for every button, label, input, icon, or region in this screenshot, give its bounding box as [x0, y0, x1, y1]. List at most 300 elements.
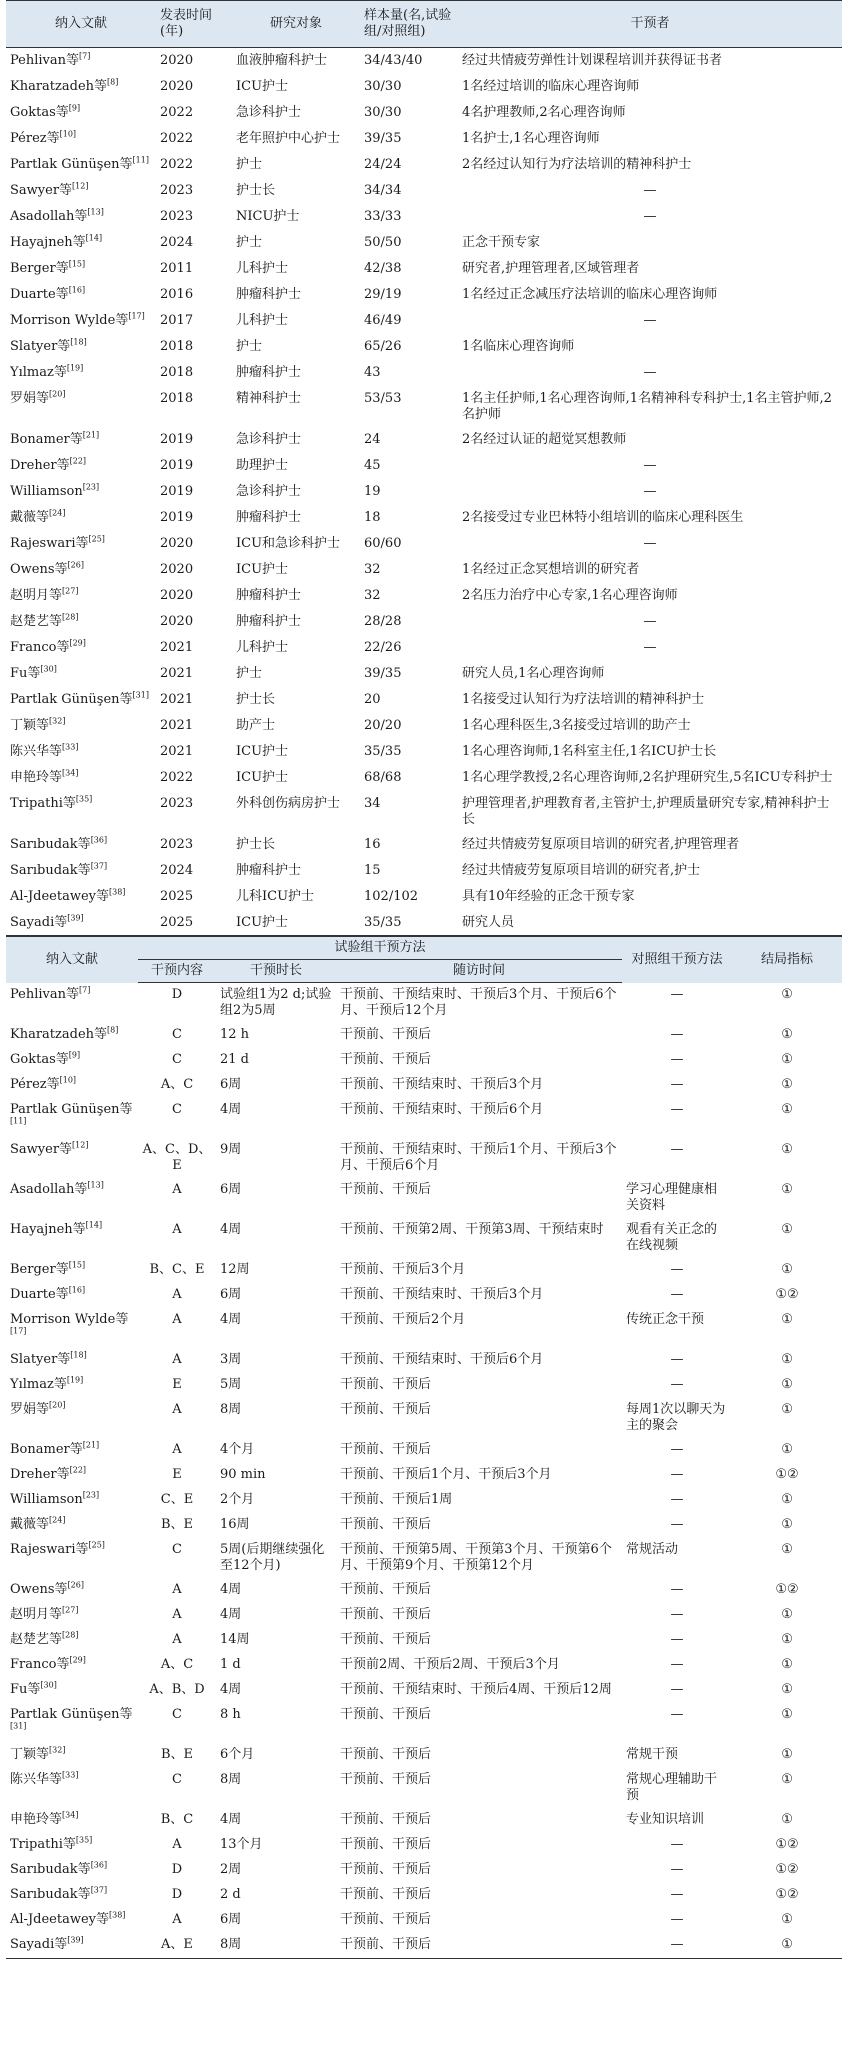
cell-control-method: 常规干预	[626, 1747, 679, 1762]
cell-interventionist: 经过共情疲劳复原项目培训的研究者,护士	[462, 862, 701, 878]
cell-interventionist: —	[643, 312, 657, 328]
table-row	[6, 1538, 842, 1578]
cell-sample-size: 30/30	[364, 104, 402, 120]
cell-included-literature: Dreher等[22]	[10, 1465, 87, 1482]
cell-publish-year: 2025	[160, 888, 194, 904]
cell-study-subject: 急诊科护士	[236, 431, 302, 447]
cell-outcome-indicator: ①	[781, 1262, 793, 1277]
cell-study-subject: 血液肿瘤科护士	[236, 53, 328, 68]
cell-study-subject: 肿瘤科护士	[236, 862, 302, 878]
cell-included-literature: Partlak Günüşen等[31]	[10, 1707, 133, 1731]
cell-interventionist: —	[643, 457, 657, 473]
cell-included-literature: Bonamer等[21]	[10, 1440, 100, 1457]
table-row	[6, 1023, 842, 1048]
cell-included-literature: 陈兴华等[33]	[10, 742, 79, 759]
cell-outcome-indicator: ①	[781, 1517, 793, 1532]
table-row	[6, 1513, 842, 1538]
cell-control-method: —	[670, 1052, 684, 1067]
table-row	[6, 609, 842, 635]
cell-intervention-content: D	[171, 1862, 183, 1877]
cell-publish-year: 2020	[160, 53, 194, 68]
cell-included-literature: Morrison Wylde等[17]	[10, 311, 145, 328]
table1-header-row	[6, 1, 842, 48]
cell-interventionist: 1名护士,1名心理咨询师	[462, 130, 600, 146]
cell-follow-up-time: 干预前、干预后	[340, 1182, 432, 1197]
cell-outcome-indicator: ①	[781, 1142, 793, 1157]
cell-control-method: —	[670, 1142, 684, 1157]
table-row	[6, 1048, 842, 1073]
cell-publish-year: 2024	[160, 862, 194, 878]
cell-outcome-indicator: ①	[781, 1632, 793, 1647]
cell-follow-up-time: 干预前、干预后	[340, 1912, 432, 1927]
cell-control-method: —	[670, 1682, 684, 1697]
cell-follow-up-time: 干预前、干预后	[340, 1052, 432, 1067]
cell-sample-size: 35/35	[364, 743, 402, 759]
cell-included-literature: 戴薇等[24]	[10, 1515, 66, 1532]
cell-follow-up-time: 干预前、干预后	[340, 1582, 432, 1597]
cell-follow-up-time: 干预前、干预后1周	[340, 1492, 453, 1507]
table-row	[6, 453, 842, 479]
cell-included-literature: Slatyer等[18]	[10, 1350, 87, 1367]
cell-included-literature: Hayajneh等[14]	[10, 1220, 103, 1237]
cell-study-subject: 护士	[236, 234, 263, 250]
cell-follow-up-time: 干预前、干预后3个月	[340, 1262, 466, 1277]
cell-included-literature: Williamson[23]	[10, 1490, 100, 1507]
cell-control-method: 观看有关正念的在线视频	[626, 1222, 718, 1253]
cell-study-subject: 护士长	[236, 691, 276, 707]
cell-study-subject: 肿瘤科护士	[236, 364, 302, 380]
cell-intervention-content: A	[172, 1182, 182, 1197]
cell-study-subject: 护士	[236, 338, 263, 354]
table-row	[6, 791, 842, 832]
cell-control-method: 常规心理辅助干预	[626, 1772, 718, 1803]
cell-intervention-duration: 6个月	[220, 1747, 255, 1762]
cell-publish-year: 2019	[160, 431, 194, 447]
cell-included-literature: Yılmaz等[19]	[10, 1375, 84, 1392]
cell-included-literature: Al-Jdeetawey等[38]	[10, 887, 126, 904]
cell-control-method: —	[670, 1262, 684, 1277]
cell-outcome-indicator: ①	[781, 1402, 793, 1417]
cell-study-subject: 助产士	[236, 717, 276, 733]
cell-publish-year: 2023	[160, 795, 194, 811]
table-row	[6, 832, 842, 858]
cell-intervention-duration: 2 d	[220, 1887, 241, 1902]
cell-intervention-content: D	[171, 1887, 183, 1902]
cell-intervention-content: E	[172, 1467, 182, 1482]
cell-intervention-duration: 2周	[220, 1862, 242, 1877]
cell-outcome-indicator: ①	[781, 1077, 793, 1092]
table-row	[6, 1398, 842, 1438]
table-row	[6, 1258, 842, 1283]
table-row	[6, 1463, 842, 1488]
cell-intervention-content: C	[172, 1102, 182, 1117]
cell-included-literature: Tripathi等[35]	[10, 794, 93, 811]
cell-study-subject: 外科创伤病房护士	[236, 795, 341, 811]
cell-control-method: 传统正念干预	[626, 1312, 705, 1327]
cell-control-method: —	[622, 1933, 732, 1958]
cell-included-literature: Kharatzadeh等[8]	[10, 1025, 119, 1042]
cell-sample-size: 28/28	[364, 613, 402, 629]
cell-follow-up-time: 干预前、干预后2个月	[340, 1312, 466, 1327]
cell-included-literature: 申艳玲等[34]	[10, 768, 79, 785]
cell-study-subject: ICU护士	[236, 769, 289, 785]
table-row	[6, 983, 842, 1024]
cell-intervention-duration: 12 h	[220, 1027, 250, 1042]
cell-follow-up-time: 干预前、干预后1个月、干预后3个月	[340, 1467, 552, 1482]
cell-sample-size: 18	[364, 509, 381, 525]
cell-intervention-duration: 6周	[220, 1077, 242, 1092]
cell-follow-up-time: 干预前、干预第2周、干预第3周、干预结束时	[340, 1222, 604, 1237]
cell-outcome-indicator: ①	[781, 1657, 793, 1672]
cell-intervention-duration: 4周	[220, 1312, 242, 1327]
cell-follow-up-time: 干预前、干预后	[340, 1772, 432, 1787]
table-row	[6, 531, 842, 557]
table-row	[6, 1488, 842, 1513]
cell-sample-size: 34/43/40	[364, 53, 423, 68]
header-interventionist: 干预者	[458, 1, 842, 48]
cell-included-literature: 赵楚艺等[28]	[10, 612, 79, 629]
cell-follow-up-time: 干预前、干预后	[340, 1812, 432, 1827]
header-included-literature: 纳入文献	[6, 1, 156, 48]
cell-included-literature: Rajeswari等[25]	[10, 534, 105, 551]
cell-interventionist: 2名经过认知行为疗法培训的精神科护士	[462, 156, 692, 172]
table-row	[6, 1768, 842, 1808]
cell-study-subject: 儿科ICU护士	[236, 888, 315, 904]
table-row	[6, 1373, 842, 1398]
cell-intervention-duration: 4个月	[220, 1442, 255, 1457]
cell-included-literature: Duarte等[16]	[10, 285, 86, 302]
cell-included-literature: Duarte等[16]	[10, 1285, 86, 1302]
cell-included-literature: Sawyer等[12]	[10, 1140, 89, 1157]
cell-control-method: —	[670, 1517, 684, 1532]
table-row	[6, 713, 842, 739]
cell-follow-up-time: 干预前、干预后	[340, 1027, 432, 1042]
cell-control-method: —	[670, 1837, 684, 1852]
cell-publish-year: 2018	[160, 364, 194, 380]
cell-publish-year: 2018	[160, 338, 194, 354]
header-experimental-group-methods: 试验组干预方法	[138, 937, 622, 960]
cell-included-literature: Pérez等[10]	[10, 129, 77, 146]
cell-follow-up-time: 干预前、干预结束时、干预后3个月	[340, 1287, 544, 1302]
cell-sample-size: 42/38	[364, 260, 402, 276]
cell-included-literature: Hayajneh等[14]	[10, 233, 103, 250]
cell-control-method: —	[670, 986, 684, 1002]
cell-publish-year: 2018	[160, 390, 194, 406]
cell-interventionist: —	[643, 613, 657, 629]
cell-study-subject: 儿科护士	[236, 260, 289, 276]
cell-sample-size: 50/50	[364, 234, 402, 250]
cell-control-method: 专业知识培训	[626, 1812, 705, 1827]
cell-control-method: —	[670, 1887, 684, 1902]
cell-included-literature: 丁颖等[32]	[10, 716, 66, 733]
cell-follow-up-time: 干预前、干预结束时、干预后4周、干预后12周	[340, 1682, 612, 1697]
table-row	[6, 687, 842, 713]
cell-control-method: —	[670, 1102, 684, 1117]
cell-publish-year: 2022	[160, 104, 194, 120]
cell-included-literature: Sarıbudak等[37]	[10, 861, 108, 878]
cell-intervention-content: A、C	[160, 1077, 194, 1092]
cell-included-literature: 丁颖等[32]	[10, 1745, 66, 1762]
cell-intervention-content: B、C	[160, 1812, 194, 1827]
cell-publish-year: 2021	[160, 639, 194, 655]
cell-interventionist: 2名接受过专业巴林特小组培训的临床心理科医生	[462, 509, 744, 525]
cell-interventionist: 1名经过正念减压疗法培训的临床心理咨询师	[462, 286, 718, 302]
cell-sample-size: 53/53	[364, 390, 402, 406]
cell-intervention-content: A、E	[138, 1933, 216, 1958]
cell-publish-year: 2020	[160, 613, 194, 629]
cell-study-subject: 儿科护士	[236, 639, 289, 655]
cell-intervention-duration: 4周	[220, 1607, 242, 1622]
cell-included-literature: Sarıbudak等[37]	[10, 1885, 108, 1902]
cell-intervention-content: C	[172, 1542, 182, 1557]
table-row	[6, 1933, 842, 1958]
cell-sample-size: 22/26	[364, 639, 402, 655]
cell-interventionist: 1名临床心理咨询师	[462, 338, 575, 354]
cell-interventionist: —	[643, 535, 657, 551]
cell-intervention-duration: 14周	[220, 1632, 250, 1647]
cell-study-subject: ICU护士	[236, 78, 289, 94]
cell-control-method: —	[670, 1377, 684, 1392]
cell-intervention-duration: 5周	[220, 1377, 242, 1392]
header-follow-up-time: 随访时间	[336, 960, 622, 983]
header-included-literature-2: 纳入文献	[6, 937, 138, 983]
cell-outcome-indicator: ①	[781, 1542, 793, 1557]
cell-included-literature: Pehlivan等[7]	[10, 985, 91, 1002]
table-row	[6, 1308, 842, 1348]
table-row	[6, 1578, 842, 1603]
cell-study-subject: ICU护士	[232, 910, 360, 936]
cell-included-literature: Berger等[15]	[10, 1260, 86, 1277]
cell-included-literature: Owens等[26]	[10, 1580, 84, 1597]
cell-study-subject: 护士长	[236, 836, 276, 852]
cell-intervention-duration: 90 min	[220, 1467, 266, 1482]
cell-intervention-content: A	[172, 1632, 182, 1647]
cell-sample-size: 45	[364, 457, 381, 473]
cell-intervention-content: E	[172, 1377, 182, 1392]
cell-included-literature: Owens等[26]	[10, 560, 84, 577]
cell-interventionist: 2名压力治疗中心专家,1名心理咨询师	[462, 587, 678, 603]
cell-publish-year: 2022	[160, 769, 194, 785]
cell-intervention-duration: 8 h	[220, 1707, 241, 1722]
cell-interventionist: —	[643, 182, 657, 198]
cell-study-subject: 急诊科护士	[236, 483, 302, 499]
cell-intervention-duration: 6周	[220, 1912, 242, 1927]
cell-included-literature: Rajeswari等[25]	[10, 1540, 105, 1557]
cell-included-literature: 申艳玲等[34]	[10, 1810, 79, 1827]
cell-included-literature: Asadollah等[13]	[10, 207, 104, 224]
cell-sample-size: 19	[364, 483, 381, 499]
cell-study-subject: 肿瘤科护士	[236, 613, 302, 629]
table-row	[6, 1438, 842, 1463]
cell-interventionist: —	[643, 364, 657, 380]
cell-interventionist: 4名护理教师,2名心理咨询师	[462, 104, 626, 120]
cell-included-literature: Morrison Wylde等[17]	[10, 1312, 129, 1336]
table-row	[6, 910, 842, 936]
cell-sample-size: 20	[364, 691, 381, 707]
cell-included-literature: Pehlivan等[7]	[10, 51, 91, 68]
cell-study-subject: 护士	[236, 665, 263, 681]
cell-included-literature: Al-Jdeetawey等[38]	[10, 1910, 126, 1927]
cell-control-method: —	[670, 1607, 684, 1622]
cell-included-literature: Sayadi等[39]	[6, 1933, 138, 1958]
table-row	[6, 1218, 842, 1258]
cell-publish-year: 2024	[160, 234, 194, 250]
cell-interventionist: 1名经过培训的临床心理咨询师	[462, 78, 640, 94]
cell-follow-up-time: 干预前、干预后	[340, 1837, 432, 1852]
cell-sample-size: 34/34	[364, 182, 402, 198]
cell-interventionist: —	[643, 483, 657, 499]
cell-follow-up-time: 干预前、干预后	[340, 1377, 432, 1392]
cell-intervention-duration: 试验组1为2 d;试验组2为5周	[220, 987, 332, 1018]
cell-included-literature: Franco等[29]	[10, 1655, 86, 1672]
table-row	[6, 557, 842, 583]
table-row	[6, 1908, 842, 1933]
cell-follow-up-time: 干预前、干预后	[340, 1707, 432, 1722]
cell-interventionist: 正念干预专家	[462, 234, 541, 250]
cell-outcome-indicator: ①	[781, 1812, 793, 1827]
cell-interventionist: 研究人员	[458, 910, 842, 936]
cell-sample-size: 24/24	[364, 156, 402, 172]
cell-sample-size: 35/35	[360, 910, 458, 936]
cell-study-subject: 肿瘤科护士	[236, 587, 302, 603]
cell-study-subject: 肿瘤科护士	[236, 286, 302, 302]
cell-sample-size: 102/102	[364, 888, 419, 904]
cell-control-method: —	[670, 1442, 684, 1457]
cell-included-literature: Tripathi等[35]	[10, 1835, 93, 1852]
cell-intervention-content: B、E	[160, 1747, 194, 1762]
cell-outcome-indicator: ①	[781, 1442, 793, 1457]
cell-included-literature: Fu等[30]	[10, 664, 57, 681]
cell-included-literature: Slatyer等[18]	[10, 337, 87, 354]
cell-follow-up-time: 干预前、干预后	[340, 1402, 432, 1417]
cell-follow-up-time: 干预前、干预结束时、干预后3个月	[340, 1077, 544, 1092]
cell-follow-up-time: 干预前、干预结束时、干预后1个月、干预后3个月、干预后6个月	[340, 1142, 617, 1173]
table-row	[6, 334, 842, 360]
cell-sample-size: 39/35	[364, 665, 402, 681]
table-row	[6, 765, 842, 791]
cell-included-literature: 戴薇等[24]	[10, 508, 66, 525]
cell-intervention-duration: 9周	[220, 1142, 242, 1157]
cell-follow-up-time: 干预前、干预后	[340, 1607, 432, 1622]
cell-interventionist: 1名心理学教授,2名心理咨询师,2名护理研究生,5名ICU专科护士	[462, 769, 833, 785]
table-row	[6, 1178, 842, 1218]
cell-outcome-indicator: ①	[781, 1912, 793, 1927]
cell-outcome-indicator: ①	[781, 1377, 793, 1392]
cell-outcome-indicator: ①	[781, 1607, 793, 1622]
study-characteristics-table	[6, 0, 842, 936]
cell-control-method: —	[670, 1582, 684, 1597]
table2-header-row-top	[6, 937, 842, 960]
cell-intervention-content: C	[172, 1052, 182, 1067]
cell-intervention-content: A	[172, 1287, 182, 1302]
cell-publish-year: 2011	[160, 260, 194, 276]
cell-intervention-duration: 4周	[220, 1222, 242, 1237]
cell-sample-size: 68/68	[364, 769, 402, 785]
cell-control-method: —	[670, 1492, 684, 1507]
cell-control-method: —	[670, 1707, 684, 1722]
cell-publish-year: 2020	[160, 78, 194, 94]
cell-follow-up-time: 干预前、干预结束时、干预后3个月、干预后6个月、干预后12个月	[340, 987, 617, 1018]
table-row	[6, 230, 842, 256]
cell-publish-year: 2021	[160, 717, 194, 733]
cell-intervention-content: A	[172, 1352, 182, 1367]
cell-outcome-indicator: ①	[781, 1222, 793, 1237]
table-row	[6, 1833, 842, 1858]
cell-intervention-content: B、E	[160, 1517, 194, 1532]
cell-interventionist: —	[643, 639, 657, 655]
cell-interventionist: 1名经过正念冥想培训的研究者	[462, 561, 640, 577]
table-row	[6, 661, 842, 687]
table-row	[6, 1743, 842, 1768]
table-row	[6, 739, 842, 765]
cell-intervention-content: A	[172, 1607, 182, 1622]
cell-outcome-indicator: ①②	[775, 1862, 799, 1877]
table-row	[6, 152, 842, 178]
cell-follow-up-time: 干预前、干预后	[340, 1862, 432, 1877]
cell-follow-up-time: 干预前、干预结束时、干预后6个月	[340, 1352, 544, 1367]
cell-control-method: —	[670, 1352, 684, 1367]
cell-intervention-content: A	[172, 1582, 182, 1597]
cell-included-literature: 罗娟等[20]	[10, 1400, 66, 1417]
cell-intervention-duration: 16周	[220, 1517, 250, 1532]
cell-follow-up-time: 干预前、干预第5周、干预第3个月、干预第6个月、干预第9个月、干预第12个月	[340, 1542, 612, 1573]
table-row	[6, 256, 842, 282]
cell-intervention-content: A	[172, 1442, 182, 1457]
cell-control-method: —	[670, 1912, 684, 1927]
cell-interventionist: 研究人员,1名心理咨询师	[462, 665, 605, 681]
cell-included-literature: 陈兴华等[33]	[10, 1770, 79, 1787]
cell-outcome-indicator: ①	[781, 1747, 793, 1762]
cell-sample-size: 24	[364, 431, 381, 447]
cell-included-literature: 赵明月等[27]	[10, 586, 79, 603]
cell-control-method: —	[670, 1287, 684, 1302]
cell-interventionist: 护理管理者,护理教育者,主管护士,护理质量研究专家,精神科护士长	[462, 795, 830, 827]
table-row	[6, 1283, 842, 1308]
cell-outcome-indicator: ①	[781, 1492, 793, 1507]
cell-included-literature: Partlak Günüşen等[31]	[10, 690, 149, 707]
cell-control-method: —	[670, 1862, 684, 1877]
header-control-group-methods: 对照组干预方法	[622, 937, 732, 983]
table-row	[6, 1808, 842, 1833]
cell-interventionist: —	[643, 208, 657, 224]
cell-publish-year: 2021	[160, 665, 194, 681]
table-row	[6, 1098, 842, 1138]
table-row	[6, 1883, 842, 1908]
cell-publish-year: 2017	[160, 312, 194, 328]
cell-included-literature: 罗娟等[20]	[10, 389, 66, 406]
cell-sample-size: 33/33	[364, 208, 402, 224]
cell-outcome-indicator: ①②	[775, 1467, 799, 1482]
cell-sample-size: 43	[364, 364, 381, 380]
cell-sample-size: 46/49	[364, 312, 402, 328]
cell-study-subject: 儿科护士	[236, 312, 289, 328]
header-outcome-indicators: 结局指标	[732, 937, 842, 983]
cell-intervention-duration: 4周	[220, 1102, 242, 1117]
cell-intervention-duration: 8周	[220, 1402, 242, 1417]
cell-intervention-content: C	[172, 1707, 182, 1722]
table-row	[6, 1678, 842, 1703]
cell-intervention-duration: 4周	[220, 1582, 242, 1597]
cell-publish-year: 2022	[160, 156, 194, 172]
cell-publish-year: 2020	[160, 535, 194, 551]
cell-publish-year: 2023	[160, 182, 194, 198]
cell-outcome-indicator: ①	[781, 1052, 793, 1067]
cell-intervention-duration: 6周	[220, 1182, 242, 1197]
cell-outcome-indicator: ①	[781, 1312, 793, 1327]
cell-follow-up-time: 干预前、干预后	[340, 1632, 432, 1647]
cell-intervention-duration: 4周	[220, 1682, 242, 1697]
cell-intervention-duration: 4周	[220, 1812, 242, 1827]
